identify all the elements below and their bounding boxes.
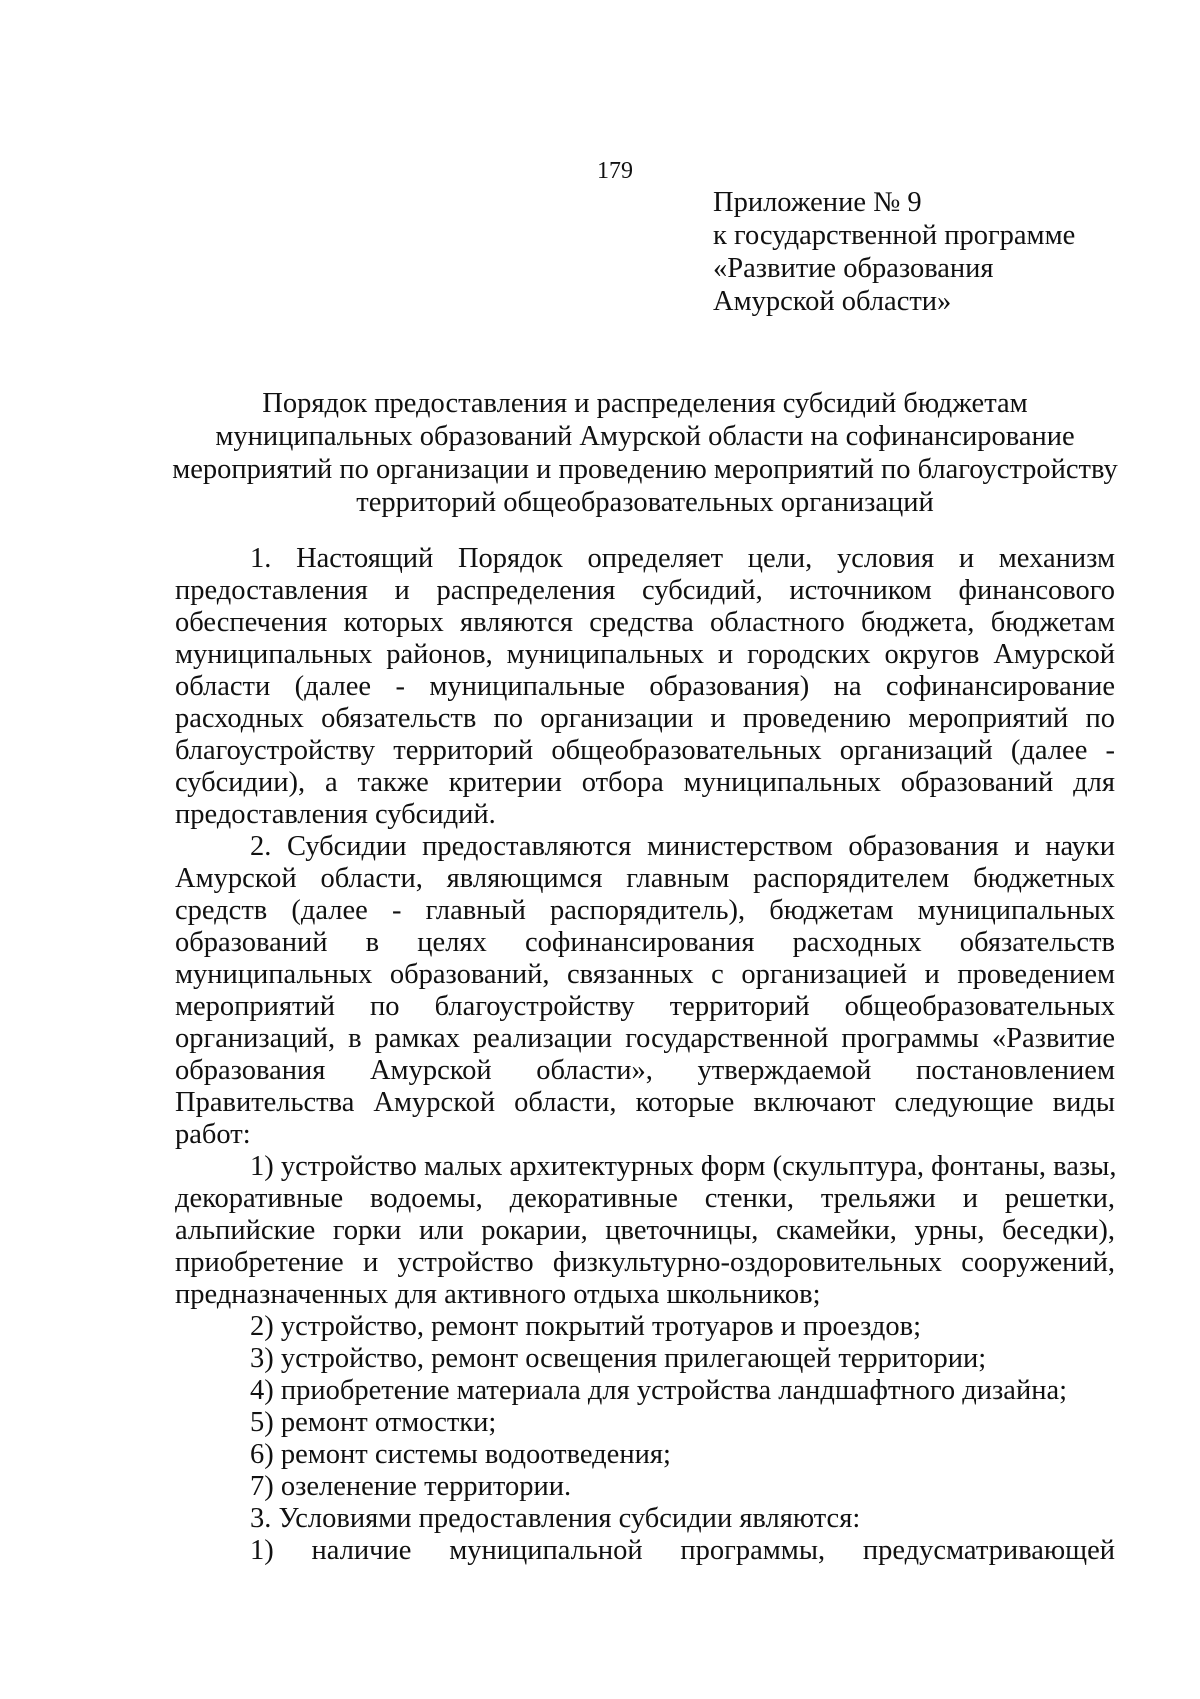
title-line: муниципальных образований Амурской области на софинансирование — [215, 421, 1075, 452]
body-line: декоративные водоемы, декоративные стенки, трельяжи и решетки, — [175, 1183, 1115, 1214]
title-line: мероприятий по организации и проведению мероприятий по благоустройству — [172, 454, 1118, 485]
body-line: области (далее - муниципальные образования) на софинансирование — [175, 671, 1115, 702]
body-line: 5) ремонт отмостки; — [250, 1407, 497, 1438]
body-line: муниципальных районов, муниципальных и городских округов Амурской — [175, 639, 1115, 670]
body-line: предназначенных для активного отдыха школьников; — [175, 1279, 821, 1310]
appendix-line: к государственной программе — [713, 220, 1076, 251]
body-line: муниципальных образований, связанных с организацией и проведением — [175, 959, 1115, 990]
title-line: Порядок предоставления и распределения субсидий бюджетам — [262, 388, 1028, 419]
body-line: предоставления субсидий. — [175, 799, 496, 830]
body-line: мероприятий по благоустройству территорий общеобразовательных — [175, 991, 1115, 1022]
appendix-line: Амурской области» — [713, 286, 952, 317]
body-line: организаций, в рамках реализации государственной программы «Развитие — [175, 1023, 1115, 1054]
body-line: предоставления и распределения субсидий, источником финансового — [175, 575, 1115, 606]
body-line: 6) ремонт системы водоотведения; — [250, 1439, 671, 1470]
document-body — [175, 543, 1115, 1567]
body-line: средств (далее - главный распорядитель), бюджетам муниципальных — [175, 895, 1115, 926]
title-line: территорий общеобразовательных организаций — [356, 487, 934, 518]
appendix-line: Приложение № 9 — [713, 187, 922, 218]
body-line: 2. Субсидии предоставляются министерством образования и науки — [250, 831, 1115, 862]
appendix-reference — [713, 186, 1153, 318]
body-line: 7) озеленение территории. — [250, 1471, 572, 1502]
body-line: 4) приобретение материала для устройства ландшафтного дизайна; — [250, 1375, 1068, 1406]
body-line: обеспечения которых являются средства областного бюджета, бюджетам — [175, 607, 1115, 638]
body-line: Амурской области, являющимся главным распорядителем бюджетных — [175, 863, 1115, 894]
body-line: субсидии), а также критерии отбора муниципальных образований для — [175, 767, 1115, 798]
body-line: 3) устройство, ремонт освещения прилегающей территории; — [250, 1343, 987, 1374]
body-line: 2) устройство, ремонт покрытий тротуаров и проездов; — [250, 1311, 921, 1342]
body-line: приобретение и устройство физкультурно-оздоровительных сооружений, — [175, 1247, 1115, 1278]
body-line: образований в целях софинансирования расходных обязательств — [175, 927, 1115, 958]
body-line: 1) наличие муниципальной программы, предусматривающей — [250, 1535, 1115, 1566]
body-line: расходных обязательств по организации и проведению мероприятий по — [175, 703, 1115, 734]
body-line: Правительства Амурской области, которые включают следующие виды — [175, 1087, 1115, 1118]
appendix-line: «Развитие образования — [713, 253, 994, 284]
body-line: работ: — [175, 1119, 251, 1150]
page-number: 179 — [597, 158, 633, 184]
document-title — [160, 387, 1130, 519]
body-line: 1) устройство малых архитектурных форм (скульптура, фонтаны, вазы, — [250, 1151, 1117, 1182]
body-line: 3. Условиями предоставления субсидии являются: — [250, 1503, 861, 1534]
body-line: образования Амурской области», утверждаемой постановлением — [175, 1055, 1115, 1086]
body-line: 1. Настоящий Порядок определяет цели, условия и механизм — [250, 543, 1115, 574]
body-line: благоустройству территорий общеобразовательных организаций (далее - — [175, 735, 1115, 766]
body-line: альпийские горки или рокарии, цветочницы, скамейки, урны, беседки), — [175, 1215, 1115, 1246]
